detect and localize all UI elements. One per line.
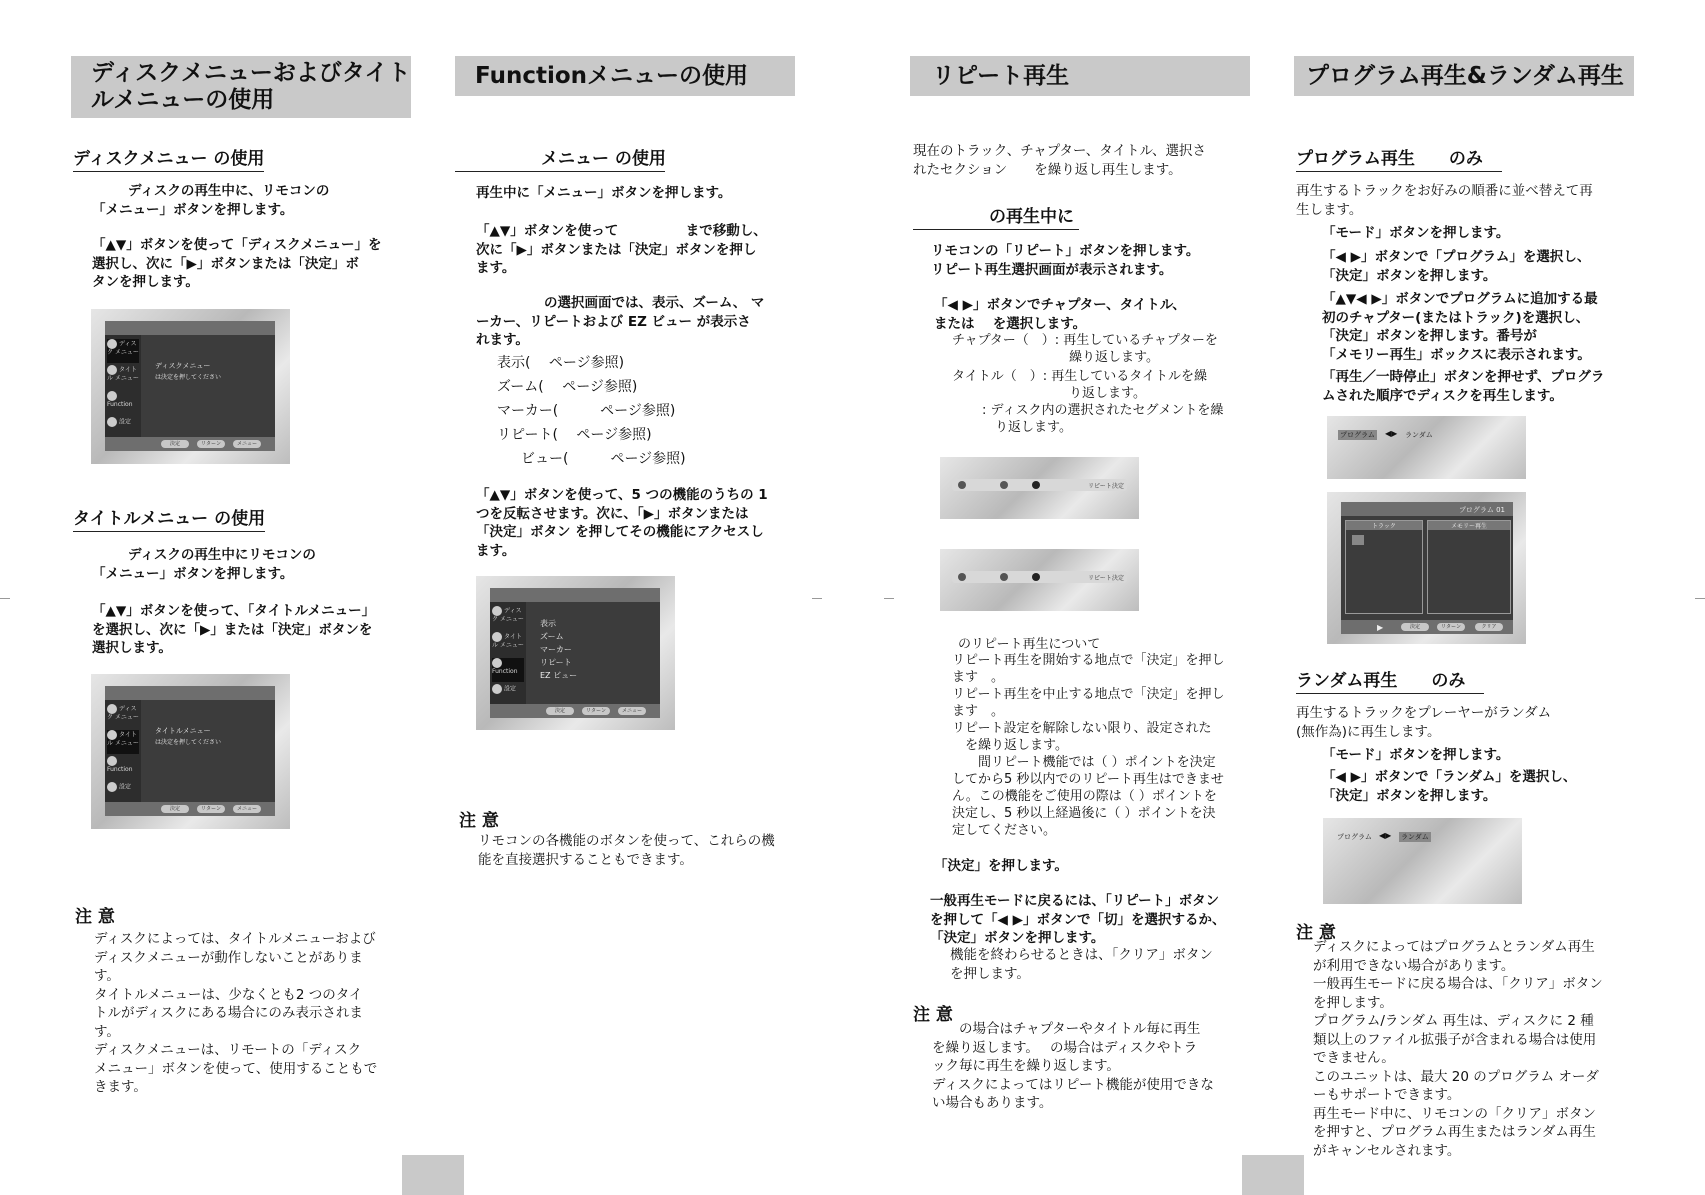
chapter-icon	[958, 573, 966, 581]
program-screen-image	[1327, 492, 1526, 644]
osd-button: リターン	[1437, 623, 1465, 631]
step-text: リモコンの「リピート」ボタンを押します。 リピート再生選択画面が表示されます。	[931, 243, 1200, 278]
column-header: メモリー再生	[1428, 521, 1510, 530]
fold-mark	[1695, 598, 1705, 599]
section-heading-title-menu: タイトルメニュー の使用	[73, 504, 265, 532]
disc-icon	[107, 339, 117, 349]
step-text: 「▲▼◀ ▶」ボタンでプログラムに追加する最 初のチャプター(またはトラック)を選択し、 「決定」ボタンを押します。番号が 「メモリー再生」ボックスに表示されます。	[1322, 291, 1598, 363]
page-title	[71, 56, 411, 118]
osd-message: タイトルメニュー	[155, 727, 211, 735]
step-text: 「再生／一時停止」ボタンを押せず、プログラ ムされた順序でディスクを再生します。	[1322, 369, 1605, 404]
ab-repeat-heading: のリピート再生について	[958, 637, 1101, 652]
step-text: 「◀ ▶」ボタンで「ランダム」を選択し、 「決定」ボタンを押します。	[1322, 769, 1577, 804]
step-text: 「決定」を押します。	[934, 858, 1068, 874]
fold-mark	[812, 598, 822, 599]
note-heading: 注 意	[913, 1005, 953, 1025]
osd-menu-item: 表示	[540, 619, 556, 628]
list-item: マーカー( ページ参照)	[497, 403, 676, 419]
osd-message: ディスクメニュー	[155, 362, 211, 370]
section-heading-during-playback: の再生中に	[913, 202, 1079, 230]
repeat-strip	[952, 479, 1127, 491]
osd-item: Function	[107, 391, 139, 415]
note-text: ディスクによっては、タイトルメニューおよび ディスクメニューが動作しないことがありま す。 タイトルメニューは、少なくとも2 つのタイ トルがディスクにある場合にのみ表示されま す。 ディスクメニューは、リモートの「ディスク メニュー」ボタンを使って、使用することもで きます。	[94, 931, 378, 1095]
note-heading: 注 意	[459, 811, 499, 831]
chapter-icon	[958, 481, 966, 489]
osd-item: 設定	[107, 782, 139, 806]
step-text: 「モード」ボタンを押します。	[1322, 747, 1510, 763]
page-title-line2: ルメニューの使用	[91, 87, 275, 113]
osd-button: リターン	[582, 707, 610, 715]
gear-icon	[107, 417, 117, 427]
play-icon: ▶	[1377, 623, 1384, 632]
title-icon	[492, 632, 502, 642]
note-text: の場合はチャプターやタイトル毎に再生 を繰り返します。 の場合はディスクやトラ ック毎に再生を繰り返します。 ディスクによってはリピート機能が使用できな い場合もあります。	[932, 1021, 1214, 1111]
strip-label: 決定	[1112, 483, 1125, 490]
program-screen	[1341, 502, 1513, 634]
page-number-box	[402, 1155, 464, 1195]
strip-label: 決定	[1112, 575, 1125, 582]
strip-label: リピート	[1088, 575, 1112, 582]
fold-mark	[0, 598, 10, 599]
intro-text: 再生するトラックをお好みの順番に並べ替えて再 生します。	[1296, 183, 1593, 218]
ab-icon	[1032, 481, 1040, 489]
function-icon	[492, 658, 502, 668]
title-icon	[1000, 573, 1008, 581]
osd-item: ディスク メニュー	[107, 339, 139, 363]
list-item: 表示( ページ参照)	[497, 355, 625, 371]
step-text: ディスクの再生中に、リモコンの 「メニュー」ボタンを押します。	[92, 183, 330, 218]
osd-button: メニュー	[618, 707, 646, 715]
osd-button: メニュー	[233, 440, 261, 448]
note-text: リモコンの各機能のボタンを使って、これらの機 能を直接選択することもできます。	[478, 833, 775, 868]
option-ab: : ディスク内の選択されたセグメントを繰 り返します。	[982, 403, 1224, 435]
function-icon	[107, 756, 117, 766]
osd-selected-option: プログラム	[1340, 431, 1375, 439]
repeat-bar-image	[940, 457, 1139, 519]
ab-icon	[1032, 573, 1040, 581]
osd-item: 設定	[492, 684, 524, 708]
title-icon	[107, 365, 117, 375]
step-text: 「▲▼」ボタンを使って、5 つの機能のうちの 1 つを反転させます。次に、「▶」ボタンまたは 「決定」ボタン を押してその機能にアクセスし ます。	[476, 487, 768, 559]
osd-message: は決定を押してください	[155, 739, 222, 746]
osd-screen	[105, 686, 275, 816]
list-item: リピート( ページ参照)	[497, 427, 652, 443]
osd-menu-item: リピート	[540, 658, 572, 667]
osd-item: タイトル メニュー	[492, 633, 524, 649]
step-text: の選択画面では、表示、ズーム、 マ ーカー、リピートおよび EZ ビュー が表示さ れます。	[476, 295, 765, 348]
option-title: タイトル（ ）: 再生しているタイトルを繰 り返します。	[952, 369, 1207, 401]
step-text: 機能を終わらせるときは、「クリア」ボタン を押します。	[950, 947, 1213, 982]
section-heading-disc-menu: ディスクメニュー の使用	[73, 144, 264, 172]
screen-image-function-menu	[476, 576, 675, 730]
osd-item: Function	[107, 756, 139, 780]
step-text: 「◀ ▶」ボタンで「プログラム」を選択し、 「決定」ボタンを押します。	[1322, 249, 1591, 284]
osd-item: Function	[492, 658, 524, 682]
arrow-left-right-icon: ◀▶	[1379, 831, 1392, 840]
fold-mark	[884, 598, 894, 599]
section-heading-random: ランダム再生 のみ	[1296, 666, 1484, 694]
memory-column	[1427, 520, 1511, 614]
option-chapter: チャプター（ ）: 再生しているチャプターを 繰り返します。	[952, 333, 1218, 365]
step-text: 「▲▼」ボタンを使って「ディスクメニュー」を 選択し、次に「▶」ボタンまたは「決定」ボ タンを押します。	[92, 237, 382, 290]
osd-button: 決定	[161, 440, 189, 448]
step-text: 「▲▼」ボタンを使って、「タイトルメニュー」 を選択し、次に「▶」または「決定」ボタンを 選択します。	[92, 603, 376, 656]
repeat-strip	[952, 571, 1127, 583]
osd-item: タイトル メニュー	[107, 730, 139, 754]
screen-image-title-menu	[91, 674, 290, 829]
osd-menu-item: EZ ビュー	[540, 671, 578, 680]
note-heading: 注 意	[75, 907, 115, 927]
osd-item: ディスク メニュー	[107, 705, 139, 721]
osd-button: リターン	[197, 440, 225, 448]
ab-repeat-text: リピート再生を開始する地点で「決定」を押し ます 。 リピート再生を中止する地点で「決定」を押し ます 。 リピート設定を解除しない限り、設定された を繰り返します。 間リピート機能では（ ）ポイントを決定 してから5 秒以内でのリピート再生はできませ ん。この機能をご使用の際は（ ）ポイントを 決定し、5 秒以上経過後に（ ）ポイントを決 定してください。	[952, 653, 1225, 838]
strip-label: リピート	[1088, 483, 1112, 490]
page-title: Functionメニューの使用	[455, 56, 795, 96]
title-icon	[1000, 481, 1008, 489]
program-title: プログラム 01	[1458, 506, 1505, 514]
osd-message: は決定を押してください	[155, 374, 222, 381]
arrow-left-right-icon: ◀▶	[1385, 429, 1398, 438]
note-text: ディスクによってはプログラムとランダム再生 が利用できない場合があります。 一般再生モードに戻る場合は、「クリア」ボタン を押します。 プログラム/ランダム 再生は、ディスクに 2 種 類以上のファイル拡張子が含まれる場合は使用 できません。 このユニットは、最大 20 のプログラム オーダ ーもサポートできます。 再生モード中に、リモコンの「クリア」ボタン を押すと、プログラム再生またはランダム再生 がキャンセルされます。	[1313, 939, 1603, 1159]
track-column	[1345, 520, 1423, 614]
disc-icon	[107, 704, 117, 714]
step-text: 再生中に「メニュー」ボタンを押します。	[476, 185, 732, 201]
osd-item: タイトル メニュー	[107, 366, 139, 382]
osd-selected-option: ランダム	[1401, 833, 1429, 841]
page-number-box	[1242, 1155, 1304, 1195]
gear-icon	[492, 684, 502, 694]
page-title: プログラム再生&ランダム再生	[1294, 56, 1634, 96]
note-heading: 注 意	[1296, 923, 1336, 943]
osd-button: クリア	[1475, 623, 1503, 631]
osd-menu-item: ズーム	[540, 632, 564, 641]
section-heading-program: プログラム再生 のみ	[1296, 144, 1502, 172]
osd-button: 決定	[161, 805, 189, 813]
osd-button: メニュー	[233, 805, 261, 813]
intro-text: 再生するトラックをプレーヤーがランダム (無作為)に再生します。	[1296, 705, 1552, 740]
osd-item: 設定	[107, 417, 139, 441]
step-text: 「◀ ▶」ボタンでチャプター、タイトル、 または を選択します。	[934, 297, 1186, 332]
step-text: 一般再生モードに戻るには、「リピート」ボタン を押して「◀ ▶」ボタンで「切」を選択するか、 「決定」ボタンを押します。	[930, 893, 1226, 946]
disc-icon	[492, 606, 502, 616]
step-text: ディスクの再生中にリモコンの 「メニュー」ボタンを押します。	[92, 547, 316, 582]
screen-image-disc-menu	[91, 309, 290, 464]
random-select-image	[1323, 818, 1522, 904]
list-item: ズーム( ページ参照)	[497, 379, 638, 395]
gear-icon	[107, 782, 117, 792]
osd-screen	[490, 588, 660, 718]
osd-screen	[105, 321, 275, 451]
step-text: 「▲▼」ボタンを使って まで移動し、 次に「▶」ボタンまたは「決定」ボタンを押し ます。	[476, 223, 767, 276]
osd-option: プログラム	[1337, 833, 1372, 841]
osd-button: リターン	[197, 805, 225, 813]
function-icon	[107, 391, 117, 401]
osd-item: ディスク メニュー	[492, 607, 524, 623]
intro-text: 現在のトラック、チャプター、タイトル、選択さ れたセクション を繰り返し再生します。	[913, 143, 1206, 178]
column-header: トラック	[1346, 521, 1422, 530]
osd-button: 決定	[1401, 623, 1429, 631]
section-heading-menu: メニュー の使用	[455, 144, 665, 172]
page-title: リピート再生	[910, 56, 1250, 96]
osd-menu-item: マーカー	[540, 645, 572, 654]
step-text: 「モード」ボタンを押します。	[1322, 225, 1510, 241]
repeat-bar-image	[940, 549, 1139, 611]
osd-option: ランダム	[1405, 431, 1433, 439]
page-title-line1: ディスクメニューおよびタイト	[91, 60, 411, 86]
list-item: ビュー( ページ参照)	[521, 451, 686, 467]
title-icon	[107, 730, 117, 740]
track-cell	[1352, 535, 1364, 545]
program-select-image	[1327, 416, 1526, 479]
osd-button: 決定	[546, 707, 574, 715]
